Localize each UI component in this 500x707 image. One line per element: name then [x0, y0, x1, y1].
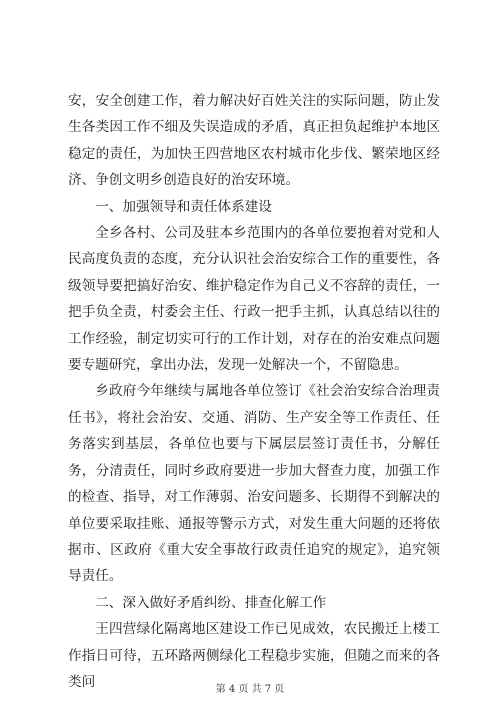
paragraph-continued: 安，安全创建工作，着力解决好百姓关注的实际问题，防止发生各类因工作不细及失误造成的矛盾，真正担负起维护本地区稳定的责任，为加快王四营地区农村城市化步伐、繁荣地区经济、争创文明乡创造良好的治安环境。 [68, 93, 440, 189]
document-body [68, 88, 440, 695]
section-heading-1: 一、加强领导和责任体系建设 [95, 198, 272, 215]
paragraph: 王四营绿化隔离地区建设工作已见成效，农民搬迁上楼工作指日可待，五环路两侧绿化工程稳步实施，但随之而来的各类问 [68, 621, 440, 690]
paragraph: 乡政府今年继续与属地各单位签订《社会治安综合治理责任书》，将社会治安、交通、消防、生产安全等工作责任、任务落实到基层，各单位也要与下属层层签订责任书，分解任务，分清责任，同时乡政府要进一步加大督查力度，加强工作的检查、指导，对工作薄弱、治安问题多、长期得不到解决的单位要采取挂账、通报等警示方式，对发生重大问题的还将依据市、区政府《重大安全事故行政责任追究的规定》，追究领导责任。 [68, 383, 440, 585]
page-number-footer: 第 4 页 共 7 页 [215, 684, 285, 695]
paragraph: 全乡各村、公司及驻本乡范围内的各单位要抱着对党和人民高度负责的态度，充分认识社会治安综合工作的重要性，各级领导要把搞好治安、维护稳定作为自己义不容辞的责任，一把手负全责，村委会主任、行政一把手主抓，认真总结以往的工作经验，制定切实可行的工作计划，对存在的治安难点问题要专题研究，拿出办法，发现一处解决一个，不留隐患。 [68, 225, 440, 374]
section-heading-2: 二、深入做好矛盾纠纷、排查化解工作 [95, 594, 327, 611]
